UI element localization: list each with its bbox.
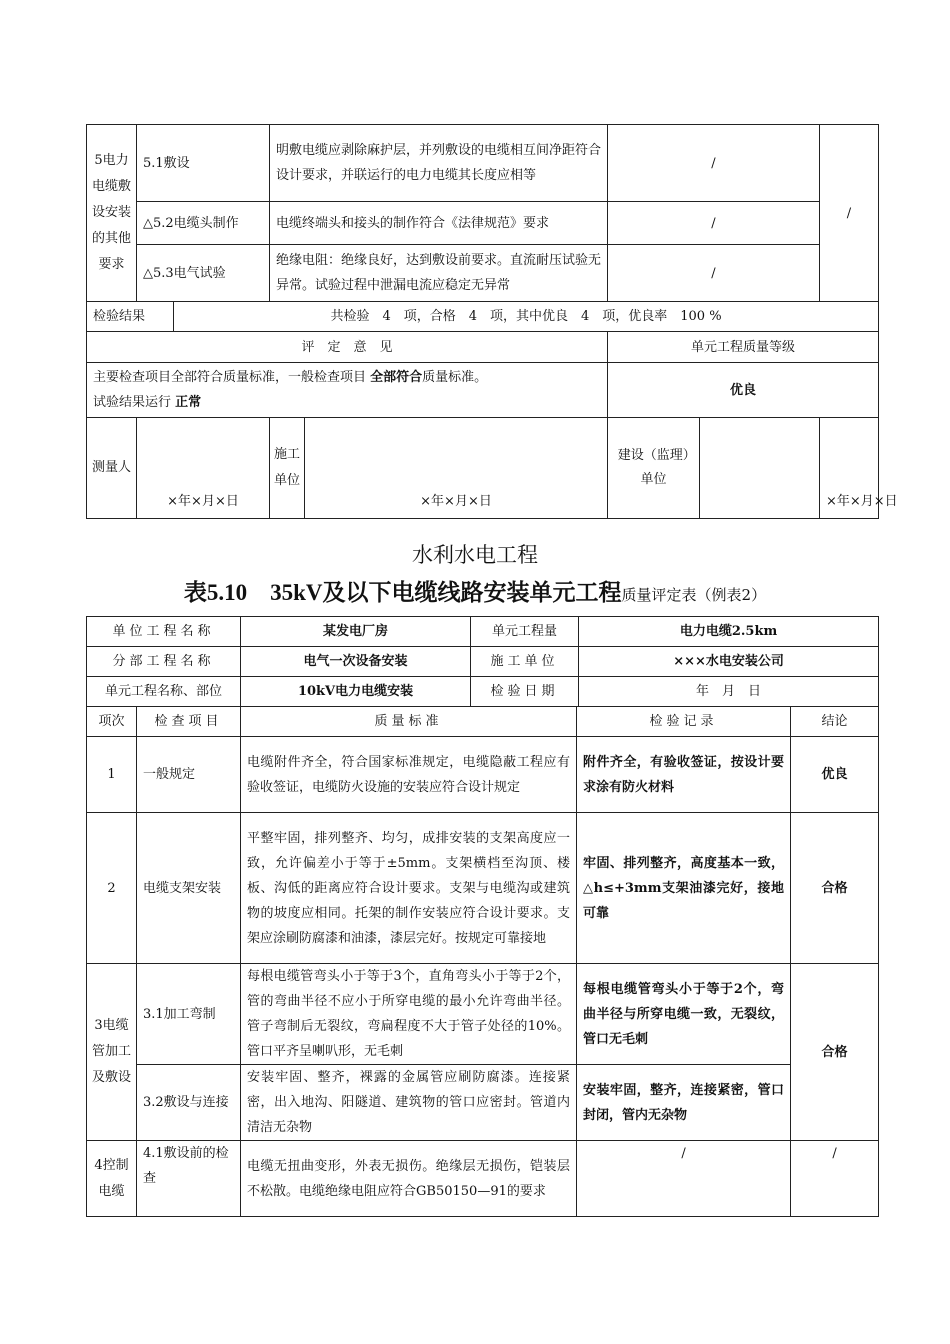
row2-conclusion: 合格 <box>791 813 879 964</box>
group4-label: 4控制电缆 <box>87 1141 137 1217</box>
division-value: 电气一次设备安装 <box>241 647 471 677</box>
element-label: 单元工程名称、部位 <box>87 677 241 707</box>
row53-record: / <box>608 245 820 302</box>
row31-standard: 每根电缆管弯头小于等于3个，直角弯头小于等于2个，管的弯曲半径不应小于所穿电缆的最小允许弯曲半径。管子弯制后无裂纹，弯扁程度不大于管子处径的10%。管口平齐呈喇叭形，无毛刺 <box>241 964 577 1065</box>
table-title-suffix: 质量评定表（例表2） <box>621 586 767 604</box>
table-title <box>0 574 950 607</box>
header-record: 检验记录 <box>577 707 791 737</box>
sign-supervise-cell <box>608 418 820 519</box>
row32-standard: 安装牢固、整齐，裸露的金属管应刷防腐漆。连接紧密，出入地沟、阳隧道、建筑物的管口应密封。管道内清洁无杂物 <box>241 1065 577 1141</box>
header-conclusion: 结论 <box>791 707 879 737</box>
row1-no: 1 <box>87 737 137 813</box>
row2-standard: 平整牢固，排列整齐、均匀，成排安装的支架高度应一致，允许偏差小于等于±5mm。支架横档至沟顶、楼板、沟低的距离应符合设计要求。支架与电缆沟或建筑物的坡度应相同。托架的制作安装应符合设计要求。支架应涂刷防腐漆和油漆，漆层完好。按规定可靠接地 <box>241 813 577 964</box>
grade-value: 优良 <box>608 363 879 418</box>
quantity-label: 单元工程量 <box>471 617 579 647</box>
opinion-text <box>87 363 608 418</box>
group5-conclusion: / <box>820 125 879 302</box>
table-title-main: 表5.10 35kV及以下电缆线路安装单元工程 <box>183 580 622 605</box>
row1-standard: 电缆附件齐全，符合国家标准规定，电缆隐蔽工程应有验收签证，电缆防火设施的安装应符合设计规定 <box>241 737 577 813</box>
group3-conclusion: 合格 <box>791 964 879 1141</box>
row2-item: 电缆支架安装 <box>137 813 241 964</box>
row1-item: 一般规定 <box>137 737 241 813</box>
opinion-header: 评 定 意 见 <box>87 332 608 363</box>
row31-record: 每根电缆管弯头小于等于2个，弯曲半径与所穿电缆一致，无裂纹，管口无毛刺 <box>577 964 791 1065</box>
row53-item: △5.3电气试验 <box>137 245 270 302</box>
continued-evaluation-table <box>86 124 898 519</box>
row51-standard: 明敷电缆应剥除麻护层，并列敷设的电缆相互间净距符合设计要求，并联运行的电力电缆其长度应相等 <box>270 125 608 202</box>
row52-standard: 电缆终端头和接头的制作符合《法律规范》要求 <box>270 202 608 245</box>
sign-construct-date: ×年×月×日 <box>420 494 492 509</box>
row41-item: 4.1敷设前的检查 <box>137 1141 241 1217</box>
group5-label: 5电力电缆敷设安装的其他要求 <box>87 125 137 302</box>
row41-conclusion: / <box>791 1141 879 1217</box>
row32-item: 3.2敷设与连接 <box>137 1065 241 1141</box>
sign-supervise-date: ×年×月×日 <box>820 418 879 519</box>
row52-item: △5.2电缆头制作 <box>137 202 270 245</box>
construction-label: 施工单位 <box>471 647 579 677</box>
row51-record: / <box>608 125 820 202</box>
inspection-text: 共检验 4 项，合格 4 项，其中优良 4 项，优良率 100 % <box>174 302 879 332</box>
unit-project-label: 单位工程名称 <box>87 617 241 647</box>
date-label: 检验日期 <box>471 677 579 707</box>
header-item: 检查项目 <box>137 707 241 737</box>
row52-record: / <box>608 202 820 245</box>
quantity-value: 电力电缆2.5km <box>579 617 879 647</box>
unit-project-value: 某发电厂房 <box>241 617 471 647</box>
date-value: 年 月 日 <box>579 677 879 707</box>
row41-standard: 电缆无扭曲变形，外表无损伤。绝缘层无损伤，铠装层不松散。电缆绝缘电阻应符合GB50150—91的要求 <box>241 1141 577 1217</box>
inspection-label: 检验结果 <box>87 302 174 332</box>
row1-record: 附件齐全，有验收签证，按设计要求涂有防火材料 <box>577 737 791 813</box>
header-standard: 质量标准 <box>241 707 577 737</box>
document-heading: 水利水电工程 <box>412 543 538 567</box>
construction-value: ×××水电安装公司 <box>579 647 879 677</box>
element-value: 10kV电力电缆安装 <box>241 677 471 707</box>
row41-record: / <box>577 1141 791 1217</box>
row51-item: 5.1敷设 <box>137 125 270 202</box>
opinion-line-1: 主要检查项目全部符合质量标准，一般检查项目 全部符合质量标准。 <box>93 370 488 385</box>
sign-measure-label: 测量人 <box>87 418 137 519</box>
opinion-line-2: 试验结果运行 正常 <box>93 395 202 410</box>
header-no: 项次 <box>87 707 137 737</box>
sign-measure-date: ×年×月×日 <box>137 418 270 519</box>
row53-standard: 绝缘电阻：绝缘良好，达到敷设前要求。直流耐压试验无异常。试验过程中泄漏电流应稳定无异常 <box>270 245 608 302</box>
group3-label: 3电缆管加工及敷设 <box>87 964 137 1141</box>
grade-header: 单元工程质量等级 <box>608 332 879 363</box>
row2-record: 牢固、排列整齐，高度基本一致，△h≤+3mm支架油漆完好，接地可靠 <box>577 813 791 964</box>
division-label: 分部工程名称 <box>87 647 241 677</box>
sign-construct-label: 施工单位 <box>270 418 305 518</box>
row1-conclusion: 优良 <box>791 737 879 813</box>
row32-record: 安装牢固，整齐，连接紧密，管口封闭，管内无杂物 <box>577 1065 791 1141</box>
sign-construct-cell <box>270 418 608 519</box>
row31-item: 3.1加工弯制 <box>137 964 241 1065</box>
sign-supervise-label: 建设（监理）单位 <box>608 418 700 518</box>
row2-no: 2 <box>87 813 137 964</box>
quality-evaluation-table <box>86 616 879 1217</box>
